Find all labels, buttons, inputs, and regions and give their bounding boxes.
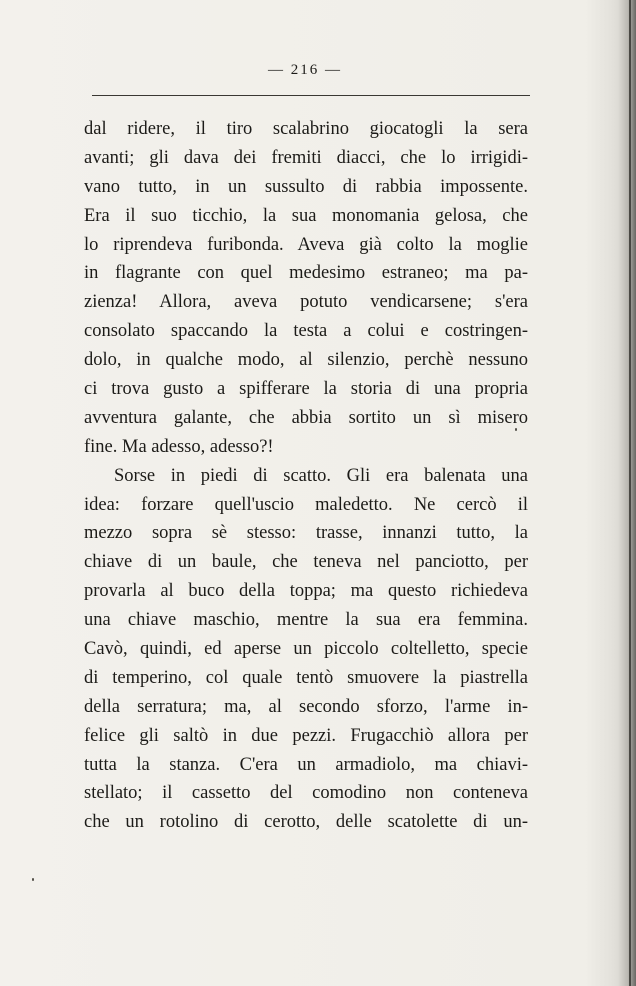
text-line: felice gli saltò in due pezzi. Frugacchiò allora per (84, 725, 528, 746)
text-line: dal ridere, il tiro scalabrino giocatogli la sera (84, 119, 528, 139)
text-line: di temperino, col quale tentò smuovere la piastrella (84, 667, 528, 688)
text-line: zienza! Allora, aveva potuto vendicarsene; s'era (84, 292, 528, 313)
body-text (84, 115, 528, 837)
text-line: Cavò, quindi, ed aperse un piccolo coltelletto, specie (84, 639, 528, 660)
text-line: stellato; il cassetto del comodino non conteneva (84, 783, 528, 804)
text-line: idea: forzare quell'uscio maledetto. Ne cercò il (84, 494, 528, 515)
text-line: fine. Ma adesso, adesso?! (84, 436, 274, 457)
text-line: provarla al buco della toppa; ma questo richiedeva (84, 581, 528, 602)
paper-speck (32, 878, 34, 881)
paragraph (84, 462, 528, 838)
header-rule (92, 95, 530, 96)
text-line: in flagrante con quel medesimo estraneo; ma pa- (84, 263, 528, 284)
page-edge-shadow (618, 0, 636, 986)
page-number: — 216 — (268, 62, 342, 78)
paragraph (84, 115, 528, 462)
text-line: ci trova gusto a spifferare la storia di una propria (84, 379, 528, 400)
text-line: della serratura; ma, al secondo sforzo, l'arme in- (84, 696, 528, 717)
text-line: mezzo sopra sè stesso: trasse, innanzi tutto, la (84, 523, 528, 544)
text-line: che un rotolino di cerotto, delle scatolette di un- (84, 812, 528, 833)
text-line: Sorse in piedi di scatto. Gli era balenata una (114, 465, 528, 486)
paper-speck (515, 428, 517, 431)
text-line: una chiave maschio, mentre la sua era femmina. (84, 610, 528, 631)
page-edge-line (629, 0, 631, 986)
text-line: avventura galante, che abbia sortito un sì misero (84, 407, 528, 428)
text-line: Era il suo ticchio, la sua monomania gelosa, che (84, 205, 528, 226)
text-line: tutta la stanza. C'era un armadiolo, ma chiavi- (84, 754, 528, 775)
text-line: lo riprendeva furibonda. Aveva già colto la moglie (84, 234, 528, 255)
text-line: avanti; gli dava dei fremiti diacci, che lo irrigidi- (84, 147, 528, 168)
text-line: chiave di un baule, che teneva nel panciotto, per (84, 552, 528, 573)
text-line: consolato spaccando la testa a colui e costringen- (84, 321, 528, 342)
text-line: dolo, in qualche modo, al silenzio, perchè nessuno (84, 350, 528, 371)
text-line: vano tutto, in un sussulto di rabbia impossente. (84, 176, 528, 197)
